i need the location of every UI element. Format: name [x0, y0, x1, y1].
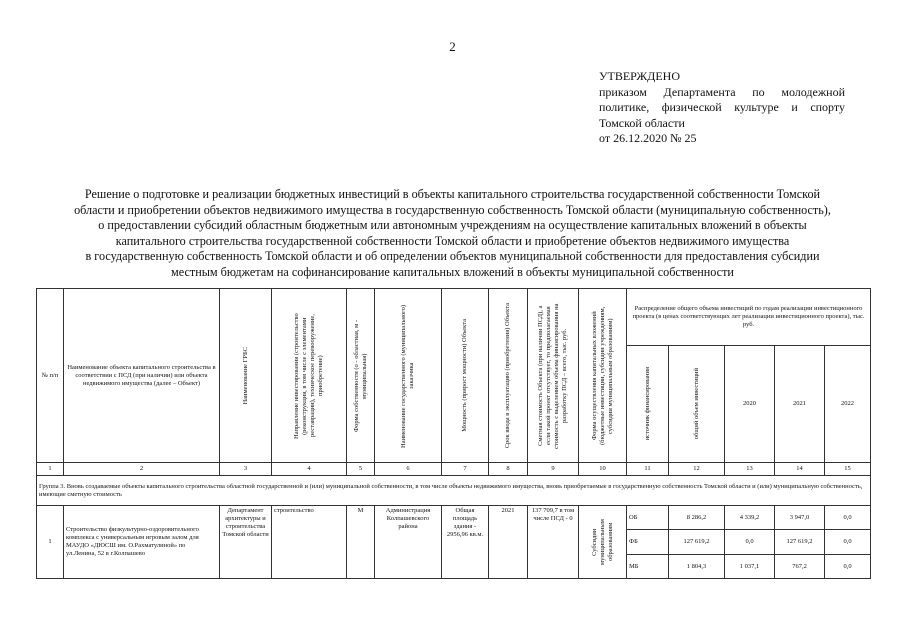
- table-row: [37, 506, 871, 530]
- title-line: местным бюджетам на софинансирование капитальных вложений в объекты муниципальной собственности: [171, 264, 734, 279]
- title-line: о предоставлении субсидий областным бюджетным или автономным учреждениям на осуществление капитальных вложений в объекты: [98, 218, 807, 233]
- page-number: 2: [449, 39, 456, 54]
- col-number: 5: [347, 463, 375, 476]
- investment-table: [36, 288, 871, 579]
- header-source: [627, 346, 669, 463]
- header-capacity-text: Мощность (прирост мощности) Объекта: [461, 319, 468, 432]
- row-num: 1: [37, 506, 64, 579]
- source-cell: ОБ: [627, 506, 669, 530]
- title-line: капитального строительства государственной собственности Томской области и приобретение объектов недвижимого имущества: [115, 233, 790, 248]
- header-form-text: Форма осуществления капитальных вложений (бюджетные инвестиции, субсидии учреждениям, субсидии муниципальным образованиям): [590, 306, 614, 445]
- col-number: 11: [627, 463, 669, 476]
- header-total-text: общий объем инвестиций: [692, 368, 700, 440]
- header-term: [489, 289, 528, 463]
- y2021-cell: 3 947,0: [775, 506, 825, 530]
- total-cell: 127 619,2: [669, 530, 725, 555]
- row-cost: 137 709,7 в том числе ПСД - 0: [528, 506, 579, 579]
- header-direction: [272, 289, 347, 463]
- title-line: области и приобретении объектов недвижимого имущества в государственную собственность Томской области (муниципальную собственность),: [74, 202, 831, 217]
- approval-date: от 26.12.2020 № 25: [599, 131, 697, 145]
- col-number: 6: [375, 463, 442, 476]
- col-number: 13: [725, 463, 775, 476]
- row-grbs: Департамент архитектуры и строительства Томской области: [220, 506, 272, 579]
- y2020-cell: 4 339,2: [725, 506, 775, 530]
- header-ownership-text: Форма собственности (о - областная, м - муниципальная): [352, 319, 368, 432]
- approval-stamp: [599, 69, 845, 147]
- document-title: [10, 187, 895, 281]
- header-grbs: [220, 289, 272, 463]
- header-customer-text: Наименование государственного (муниципального) заказчика: [400, 303, 415, 448]
- total-cell: 1 804,3: [669, 555, 725, 579]
- row-form-text: Субсидии муниципальным образованиям: [590, 519, 614, 565]
- source-cell: ФБ: [627, 530, 669, 555]
- row-form: [579, 506, 627, 579]
- header-customer: [375, 289, 442, 463]
- header-term-text: Срок ввода в эксплуатацию (приобретения) Объекта: [504, 302, 511, 449]
- header-cost-text: Сметная стоимость Объекта (при наличии ПСД), а если такой проект отсутствует, то предполагаемая стоимость с выделением объема финансирования на разработку ПСД – всего, тыс. руб.: [537, 302, 568, 449]
- y2021-cell: 767,2: [775, 555, 825, 579]
- y2022-cell: 0,0: [825, 530, 871, 555]
- y2022-cell: 0,0: [825, 506, 871, 530]
- header-cost: [528, 289, 579, 463]
- header-source-text: источник финансирования: [643, 367, 651, 441]
- total-cell: 8 286,2: [669, 506, 725, 530]
- header-capacity: [442, 289, 489, 463]
- column-numbers-row: [37, 463, 871, 476]
- row-object-name: Строительство физкультурно-оздоровительного комплекса с универсальным игровым залом для МАУДО «ДЮСШ им. О.Рахматулиной» по ул.Ленина, 52 в г.Колпашево: [64, 506, 220, 579]
- header-2021: 2021: [775, 346, 825, 463]
- col-number: 14: [775, 463, 825, 476]
- header-2020: 2020: [725, 346, 775, 463]
- col-number: 1: [37, 463, 64, 476]
- header-distribution: Распределение общего объема инвестиций по годам реализации инвестиционного проекта (в ценах соответствующих лет реализации инвестиционного проекта), тыс. руб.: [627, 289, 871, 346]
- approval-line: приказом Департамента по молодежной: [599, 84, 845, 99]
- approval-line: Томской области: [599, 115, 685, 130]
- header-2022: 2022: [825, 346, 871, 463]
- col-number: 7: [442, 463, 489, 476]
- col-number: 3: [220, 463, 272, 476]
- header-ownership: [347, 289, 375, 463]
- col-number: 9: [528, 463, 579, 476]
- y2022-cell: 0,0: [825, 555, 871, 579]
- row-ownership: М: [347, 506, 375, 579]
- approval-heading: УТВЕРЖДЕНО: [599, 69, 681, 83]
- col-number: 10: [579, 463, 627, 476]
- col-number: 15: [825, 463, 871, 476]
- row-term: 2021: [489, 506, 528, 579]
- header-name: Наименование объекта капитального строительства в соответствии с ПСД (при наличии) или объекта недвижимого имущества (далее – Объект): [64, 289, 220, 463]
- group-row: Группа 3. Вновь создаваемые объекты капитального строительства областной государственной и (или) муниципальной собственности, в том числе объекты недвижимого имущества, вновь приобретаемые в государственную собственность Томской области и (или) муниципальную собственность, имеющие сметную стоимость: [37, 476, 871, 506]
- col-number: 12: [669, 463, 725, 476]
- col-number: 8: [489, 463, 528, 476]
- row-capacity: Общая площадь здания - 2956,96 кв.м.: [442, 506, 489, 579]
- y2020-cell: 0,0: [725, 530, 775, 555]
- header-form: [579, 289, 627, 463]
- y2021-cell: 127 619,2: [775, 530, 825, 555]
- title-line: Решение о подготовке и реализации бюджетных инвестиций в объекты капитального строительства государственной собственности Томской: [84, 187, 821, 201]
- col-number: 4: [272, 463, 347, 476]
- row-customer: Администрация Колпашевского района: [375, 506, 442, 579]
- header-direction-text: Направление инвестирования (строительство (реконструкция, в том числе с элементами реставрации), техническое перевооружение, приобретение): [293, 312, 324, 439]
- y2020-cell: 1 037,1: [725, 555, 775, 579]
- header-grbs-text: Наименование ГРБС: [241, 346, 249, 405]
- row-direction: строительство: [272, 506, 347, 579]
- header-total: [669, 346, 725, 463]
- col-number: 2: [64, 463, 220, 476]
- approval-line: политике, физической культуре и спорту: [599, 100, 845, 114]
- header-num: № п/п: [37, 289, 64, 463]
- title-line: в государственную собственность Томской области и об определении объектов муниципальной собственности для предоставления субсидии: [85, 249, 820, 264]
- source-cell: МБ: [627, 555, 669, 579]
